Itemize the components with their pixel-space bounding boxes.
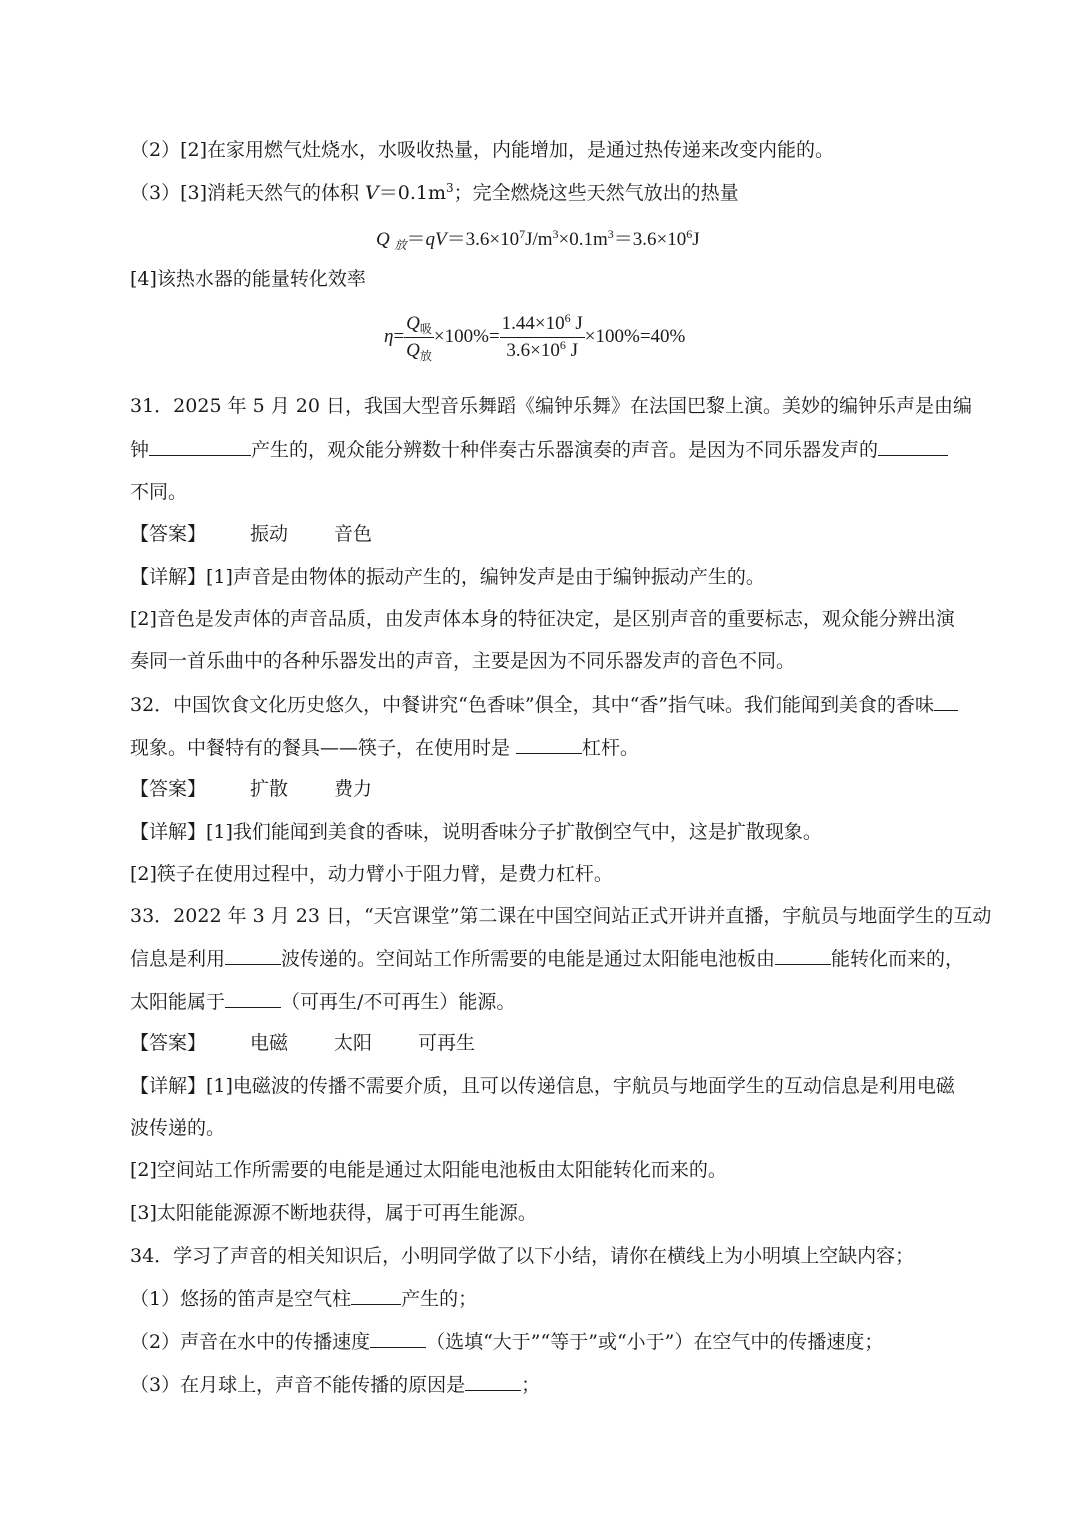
- text-line: [130, 181, 955, 205]
- fraction-numerator: [500, 313, 585, 338]
- text-segment: （可再生/不可再生）能源。: [281, 991, 516, 1013]
- text-segment: ＝: [406, 229, 426, 250]
- math-variable: Q: [406, 313, 420, 334]
- answer-blank[interactable]: [149, 437, 251, 456]
- answer-label: 【答案】: [130, 778, 207, 800]
- text-segment: 信息是利用: [130, 948, 226, 970]
- answer-blank[interactable]: [516, 735, 582, 754]
- exponent: 3: [446, 181, 454, 195]
- text-segment: 32．中国饮食文化历史悠久，中餐讲究“色香味”俱全，其中“香”指气味。我们能闻到美食的香味: [130, 694, 935, 716]
- math-variable: Q: [376, 229, 395, 250]
- text-segment: 能转化而来的，: [831, 948, 965, 970]
- question-34-line-1: 34．学习了声音的相关知识后，小明同学做了以下小结，请你在横线上为小明填上空缺内容；: [130, 1245, 915, 1267]
- detail-line: [2]空间站工作所需要的电能是通过太阳能电池板由太阳能转化而来的。: [130, 1159, 727, 1181]
- detail-line: [2]筷子在使用过程中，动力臂小于阻力臂，是费力杠杆。: [130, 863, 613, 885]
- text-segment: 太阳能属于: [130, 991, 226, 1013]
- question-33-line-3: [130, 989, 955, 1014]
- answer-line: [130, 1031, 955, 1055]
- question-31-line-1: 31．2025 年 5 月 20 日，我国大型音乐舞蹈《编钟乐舞》在法国巴黎上演。美妙的编钟乐声是由编: [130, 395, 972, 417]
- answer-value: 扩散: [250, 778, 289, 800]
- text-segment: =: [393, 325, 405, 347]
- answer-value: 振动: [250, 523, 289, 545]
- math-variable: V: [365, 182, 379, 204]
- heat-formula: [376, 224, 700, 251]
- text-segment: （3）在月球上，声音不能传播的原因是: [130, 1374, 466, 1396]
- text-line: [4]该热水器的能量转化效率: [130, 268, 366, 290]
- text-segment: ＝3.6×10: [446, 229, 520, 250]
- text-segment: J/m: [525, 229, 553, 250]
- answer-blank[interactable]: [465, 1372, 521, 1391]
- answer-blank[interactable]: [225, 989, 281, 1008]
- text-segment: 3.6×10: [506, 340, 560, 361]
- question-33-line-2: [130, 946, 965, 971]
- detail-line: 奏同一首乐曲中的各种乐器发出的声音，主要是因为不同乐器发声的音色不同。: [130, 650, 796, 672]
- subscript: 吸: [419, 322, 432, 336]
- exponent: 6: [686, 227, 693, 241]
- question-31-line-3: 不同。: [130, 481, 188, 503]
- question-32-line-2: [130, 735, 955, 760]
- answer-blank[interactable]: [225, 946, 281, 965]
- math-variable: qV: [425, 229, 447, 250]
- detail-line: [2]音色是发声体的声音品质，由发声体本身的特征决定，是区别声音的重要标志，观众能分辨出演: [130, 608, 955, 630]
- text-segment: 产生的；: [401, 1288, 478, 1310]
- exponent: 7: [519, 227, 526, 241]
- math-variable: Q: [406, 340, 420, 361]
- text-segment: ＝0.1m: [378, 182, 447, 204]
- answer-label: 【答案】: [130, 523, 207, 545]
- fraction-numerator: [404, 313, 434, 338]
- answer-value: 太阳: [334, 1032, 373, 1054]
- text-segment: J: [570, 313, 583, 334]
- text-segment: ；完全燃烧这些天然气放出的热量: [453, 182, 739, 204]
- question-32-line-1: [130, 692, 955, 717]
- text-segment: ×100%=40%: [584, 325, 686, 347]
- question-34-item-3: [130, 1372, 955, 1397]
- text-segment: 杠杆。: [582, 737, 640, 759]
- text-segment: （1）悠扬的笛声是空气柱: [130, 1288, 352, 1310]
- text-segment: （2）声音在水中的传播速度: [130, 1331, 371, 1353]
- exponent: 6: [559, 338, 566, 352]
- text-segment: J: [692, 229, 700, 250]
- text-segment: （3）[3]消耗天然气的体积: [130, 182, 366, 204]
- answer-value: 电磁: [250, 1032, 289, 1054]
- answer-label: 【答案】: [130, 1032, 207, 1054]
- detail-line: 波传递的。: [130, 1117, 226, 1139]
- detail-line: 【详解】[1]声音是由物体的振动产生的，编钟发声是由于编钟振动产生的。: [130, 566, 765, 588]
- text-segment: 波传递的。空间站工作所需要的电能是通过太阳能电池板由: [281, 948, 776, 970]
- text-segment: J: [565, 340, 579, 361]
- math-variable: η: [384, 325, 394, 347]
- answer-value: 可再生: [418, 1032, 476, 1054]
- fraction: [404, 313, 434, 362]
- detail-line: 【详解】[1]我们能闻到美食的香味，说明香味分子扩散倒空气中，这是扩散现象。: [130, 821, 822, 843]
- text-segment: 钟: [130, 439, 150, 461]
- text-segment: 现象。中餐特有的餐具——筷子，在使用时是: [130, 737, 517, 759]
- text-segment: ；: [521, 1374, 541, 1396]
- question-31-line-2: [130, 437, 955, 462]
- exponent: 3: [552, 227, 559, 241]
- fraction-denominator: [500, 338, 585, 362]
- question-33-line-1: 33．2022 年 3 月 23 日，“天宫课堂”第二课在中国空间站正式开讲并直播，宇航员与地面学生的互动: [130, 905, 992, 927]
- fraction-denominator: [404, 338, 434, 362]
- text-line: （2）[2]在家用燃气灶烧水，水吸收热量，内能增加，是通过热传递来改变内能的。: [130, 139, 835, 161]
- detail-line: [3]太阳能能源源不断地获得，属于可再生能源。: [130, 1202, 537, 1224]
- answer-blank[interactable]: [934, 692, 958, 711]
- answer-blank[interactable]: [351, 1286, 401, 1305]
- text-segment: ×0.1m: [558, 229, 608, 250]
- subscript: 放: [394, 238, 407, 252]
- answer-value: 音色: [334, 523, 373, 545]
- answer-blank[interactable]: [370, 1329, 426, 1348]
- answer-line: [130, 777, 955, 801]
- detail-line: 【详解】[1]电磁波的传播不需要介质，且可以传递信息，宇航员与地面学生的互动信息是利用电磁: [130, 1075, 955, 1097]
- question-34-item-2: [130, 1329, 955, 1354]
- answer-blank[interactable]: [775, 946, 831, 965]
- question-34-item-1: [130, 1286, 955, 1311]
- fraction: [500, 313, 585, 362]
- answer-blank[interactable]: [878, 437, 948, 456]
- efficiency-formula: [384, 313, 685, 362]
- subscript: 放: [419, 349, 432, 363]
- text-segment: （选填“大于”“等于”或“小于”）在空气中的传播速度；: [426, 1331, 884, 1353]
- text-segment: ×100%=: [433, 325, 500, 347]
- text-segment: 产生的，观众能分辨数十种伴奏古乐器演奏的声音。是因为不同乐器发声的: [251, 439, 879, 461]
- text-segment: 1.44×10: [501, 313, 565, 334]
- answer-line: [130, 522, 955, 546]
- exponent: 6: [564, 311, 571, 325]
- answer-value: 费力: [334, 778, 373, 800]
- exponent: 3: [607, 227, 614, 241]
- text-segment: ＝3.6×10: [613, 229, 687, 250]
